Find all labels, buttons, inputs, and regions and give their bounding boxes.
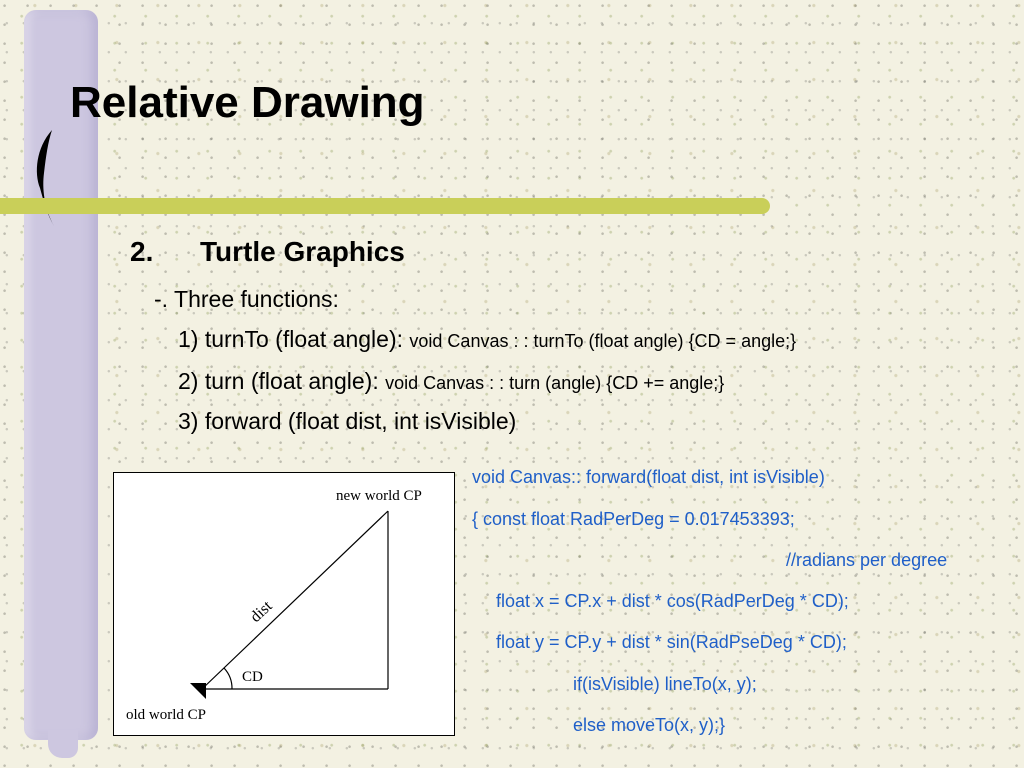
bullet-item-2-label: 2) turn (float angle): (178, 368, 379, 394)
angle-cd-label: CD (242, 669, 263, 685)
code-line-2: { const float RadPerDeg = 0.017453393; (472, 509, 795, 529)
slide-title: Relative Drawing (70, 78, 425, 127)
title-underline-rule (0, 198, 770, 214)
code-line-1: void Canvas:: forward(float dist, int isVisible) (472, 467, 825, 487)
bullet-item-1 (178, 326, 796, 353)
code-line-7: else moveTo(x, y);} (573, 715, 726, 735)
dist-label: dist (247, 597, 276, 626)
code-line-6: if(isVisible) lineTo(x, y); (573, 674, 757, 694)
bullet-item-2-code: void Canvas : : turn (angle) {CD += angle;} (385, 373, 725, 393)
section-title: Turtle Graphics (200, 236, 405, 267)
turtle-marker-icon (190, 683, 206, 699)
code-line-3: //radians per degree (786, 550, 948, 570)
code-line-5: float y = CP.y + dist * sin(RadPseDeg * CD); (496, 632, 847, 652)
section-heading (130, 236, 405, 268)
angle-arc (224, 668, 232, 689)
bullet-item-2 (178, 368, 724, 395)
bullet-item-1-label: 1) turnTo (float angle): (178, 326, 404, 352)
bullet-item-1-code: void Canvas : : turnTo (float angle) {CD = angle;} (409, 331, 797, 351)
bullet-intro: -. Three functions: (154, 286, 339, 312)
new-world-cp-label: new world CP (336, 488, 422, 504)
bullet-item-3: 3) forward (float dist, int isVisible) (178, 408, 517, 434)
code-line-4: float x = CP.x + dist * cos(RadPerDeg * CD); (496, 591, 849, 611)
section-number: 2. (130, 236, 154, 267)
turtle-diagram (113, 472, 455, 736)
old-world-cp-label: old world CP (126, 707, 207, 723)
dist-line (202, 511, 388, 689)
